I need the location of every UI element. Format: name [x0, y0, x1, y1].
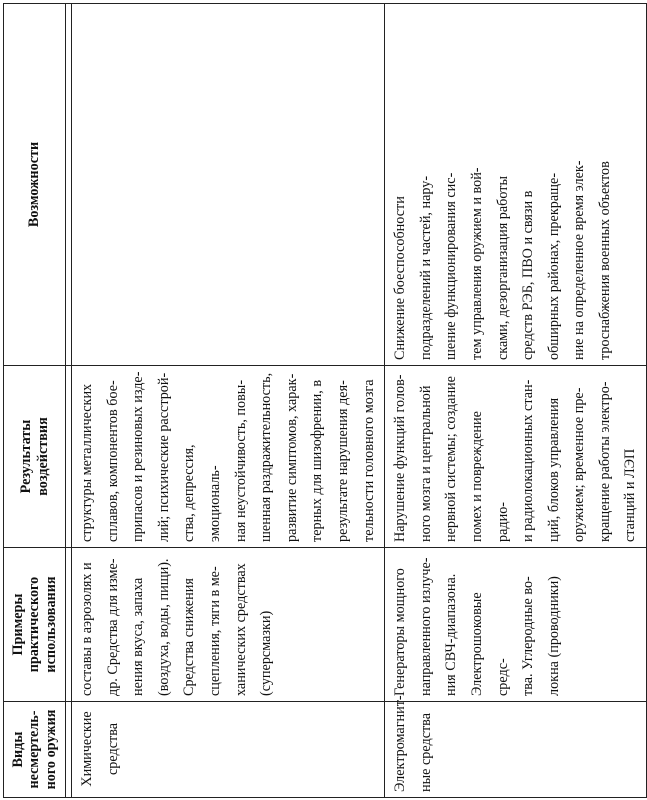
weapons-table — [3, 3, 647, 798]
header-examples: Примеры практического использования — [4, 548, 66, 702]
header-effects: Результаты воздействия — [4, 366, 66, 548]
cell-weapon-type: Электромагнит- ные средства — [385, 702, 647, 798]
cell-effects: Нарушение функций голов- ного мозга и центральной нервной системы; создание помех и повреждение радио- и радиолокационных стан- ций, блоков управления оружием; временное пре- кращение работы электро- станций и ЛЭП — [385, 366, 647, 548]
cell-capabilities — [72, 4, 385, 366]
cell-effects: структуры металлических сплавов, компонентов бое- припасов и резиновых изде- лий; психические расстрой- ства, депрессия, эмоциональ- ная неустойчивость, повы- шенная раздражительность, развитие симптомов, харак- терных для шизофрении, в результате нарушения дея- тельности головного мозга — [72, 366, 385, 548]
cell-examples: Генераторы мощного направленного излуче- ния СВЧ-диапазона. Электрошоковые средс- тва. Углеродные во- локна (проводники) — [385, 548, 647, 702]
cell-capabilities: Снижение боеспособности подразделений и частей, нару- шение функционирования сис- тем управления оружием и вой- сками, дезорганизация работы средств РЭБ, ПВО и связи в обширных районах, прекраще- ние на определенное время элек- троснабжения военных объектов — [385, 4, 647, 366]
table-row — [385, 4, 647, 798]
cell-weapon-type: Химические средства — [72, 702, 385, 798]
header-weapon-type: Виды несмертель- ного оружия — [4, 702, 66, 798]
header-capabilities: Возможности — [4, 4, 66, 366]
cell-examples: составы в аэрозолях и др. Средства для изме- нения вкуса, запаха (воздуха, воды, пищи). Средства снижения сцепления, тяги в ме- ханических средствах (суперсмазки) — [72, 548, 385, 702]
table-header-row — [4, 4, 66, 798]
table-row — [72, 4, 385, 798]
